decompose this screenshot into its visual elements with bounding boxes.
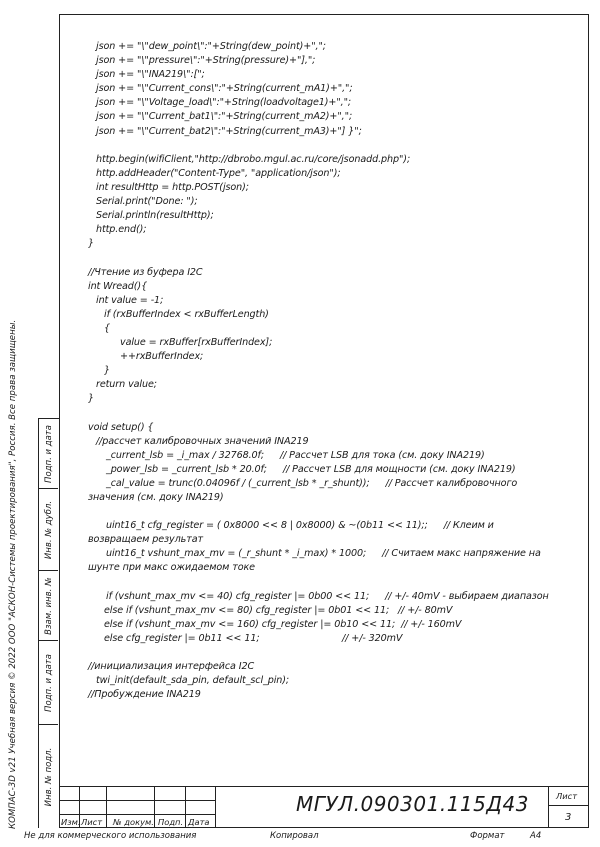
strip-cell: Взам. инв. № xyxy=(39,571,58,641)
code-comment: // Рассчет LSB для мощности (см. доку INA219) xyxy=(282,463,516,475)
code-line: //рассчет калибровочных значений INA219 xyxy=(96,435,309,447)
code-line: value = rxBuffer[rxBufferIndex]; xyxy=(120,336,273,348)
sheet-number: 3 xyxy=(565,812,572,823)
code-statement: _current_lsb = _i_max / 32768.0f; xyxy=(106,449,264,461)
code-line: json += "\"Current_cons\":"+String(current_mA1)+","; xyxy=(96,83,353,95)
code-comment: // Клеим и возвращаем результат xyxy=(88,520,497,546)
code-statement: uint16_t vshunt_max_mv = (_r_shunt * _i_max) * 1000; xyxy=(106,548,367,560)
code-line xyxy=(88,646,558,660)
code-line: { xyxy=(104,322,111,334)
code-line: void setup() { xyxy=(88,421,154,433)
code-statement xyxy=(88,577,106,588)
col-date: Дата xyxy=(188,817,210,827)
code-statement: _power_lsb = _current_lsb * 20.0f; xyxy=(106,463,267,475)
col-izm: Изм. xyxy=(61,817,81,827)
code-line: } xyxy=(88,393,95,405)
code-line-wrapped xyxy=(88,463,558,477)
footer-copied: Копировал xyxy=(270,831,319,841)
code-line: json += "\"dew_point\":"+String(dew_point)+","; xyxy=(96,41,326,52)
code-statement: _cal_value = trunc(0.04096f / (_current_lsb * _r_shunt)); xyxy=(106,477,370,489)
code-line: http.end(); xyxy=(96,224,147,236)
code-line-wrapped xyxy=(88,519,558,547)
code-line: else cfg_register |= 0b11 << 11; // +/- 320mV xyxy=(104,632,403,644)
col-doc: № докум. xyxy=(113,817,154,827)
code-line: ++rxBufferIndex; xyxy=(120,351,204,363)
code-line-wrapped xyxy=(88,576,558,590)
col-sign: Подп. xyxy=(158,817,184,827)
code-line: return value; xyxy=(96,379,157,391)
code-line: //Пробуждение INA219 xyxy=(88,689,201,701)
strip-cell: Инв. № подл. xyxy=(43,747,54,807)
code-comment: // Рассчет калибровочного значения (см. доку INA219) xyxy=(88,477,521,503)
document-designation: МГУЛ.090301.115Д43 xyxy=(296,792,529,816)
code-line: http.begin(wifiClient,"http://dbrobo.mgul.ac.ru/core/jsonadd.php"); xyxy=(96,153,411,165)
code-line xyxy=(88,406,558,420)
code-comment: // +/- 40mV - выбираем диапазон xyxy=(385,590,549,602)
col-list: Лист xyxy=(81,817,103,827)
code-line: json += "\"Current_bat1\":"+String(current_mA2)+","; xyxy=(96,111,353,123)
code-line: //инициализация интерфейса I2C xyxy=(88,661,255,673)
sheet-label: Лист xyxy=(556,791,578,801)
code-comment: // Рассчет LSB для тока (см. доку INA219) xyxy=(279,449,485,461)
code-line-wrapped xyxy=(88,449,558,463)
code-line: } xyxy=(104,365,111,377)
footer-noncommercial: Не для коммерческого использования xyxy=(24,831,197,841)
code-statement: if (vshunt_max_mv <= 40) cfg_register |= 0b00 << 11; xyxy=(106,590,370,602)
code-comment: // Считаем макс напряжение на шунте при макс ожидаемом токе xyxy=(88,548,544,574)
left-stamp-strip xyxy=(38,418,59,828)
code-line: Serial.print("Done: "); xyxy=(96,196,198,208)
code-line: } xyxy=(88,238,95,250)
code-line: int Wread(){ xyxy=(88,280,148,292)
strip-cell: Инв. № дубл. xyxy=(39,489,58,571)
footer-format-value: А4 xyxy=(530,831,542,841)
code-line: json += "\"INA219\":["; xyxy=(96,69,205,81)
code-line: if (rxBufferIndex < rxBufferLength) xyxy=(104,308,269,320)
footer-format-label: Формат xyxy=(470,831,505,841)
code-line: json += "\"Voltage_load\":"+String(loadvoltage1)+","; xyxy=(96,97,352,109)
code-line: else if (vshunt_max_mv <= 80) cfg_register |= 0b01 << 11; // +/- 80mV xyxy=(104,604,453,616)
code-listing xyxy=(88,40,558,702)
code-line xyxy=(88,139,558,153)
code-line xyxy=(88,251,558,265)
code-statement xyxy=(88,506,106,517)
strip-cell: Подп. и дата xyxy=(39,641,58,725)
code-line: int resultHttp = http.POST(json); xyxy=(96,181,249,193)
strip-cell: Подп. и дата xyxy=(39,419,58,489)
code-line: twi_init(default_sda_pin, default_scl_pin); xyxy=(96,675,290,687)
copyright-notice: КОМПАС-3D v21 Учебная версия © 2022 ООО "АСКОН-Системы проектирования", Россия. Все права защищены. xyxy=(8,319,18,829)
code-line: //Чтение из буфера I2C xyxy=(88,266,203,278)
code-line-wrapped xyxy=(88,590,558,604)
code-statement: uint16_t cfg_register = ( 0x8000 << 8 | 0x8000) & ~(0b11 << 11);; xyxy=(106,520,428,532)
code-line-wrapped xyxy=(88,547,558,575)
code-line: http.addHeader("Content-Type", "application/json"); xyxy=(96,167,341,179)
code-line-wrapped xyxy=(88,505,558,519)
code-line: json += "\"Current_bat2\":"+String(current_mA3)+"] }"; xyxy=(96,125,362,137)
code-line: else if (vshunt_max_mv <= 160) cfg_register |= 0b10 << 11; // +/- 160mV xyxy=(104,618,462,630)
code-line: int value = -1; xyxy=(96,294,164,306)
code-line: json += "\"pressure\":"+String(pressure)+"],"; xyxy=(96,55,316,67)
code-line-wrapped xyxy=(88,477,558,505)
code-line: Serial.println(resultHttp); xyxy=(96,210,214,222)
